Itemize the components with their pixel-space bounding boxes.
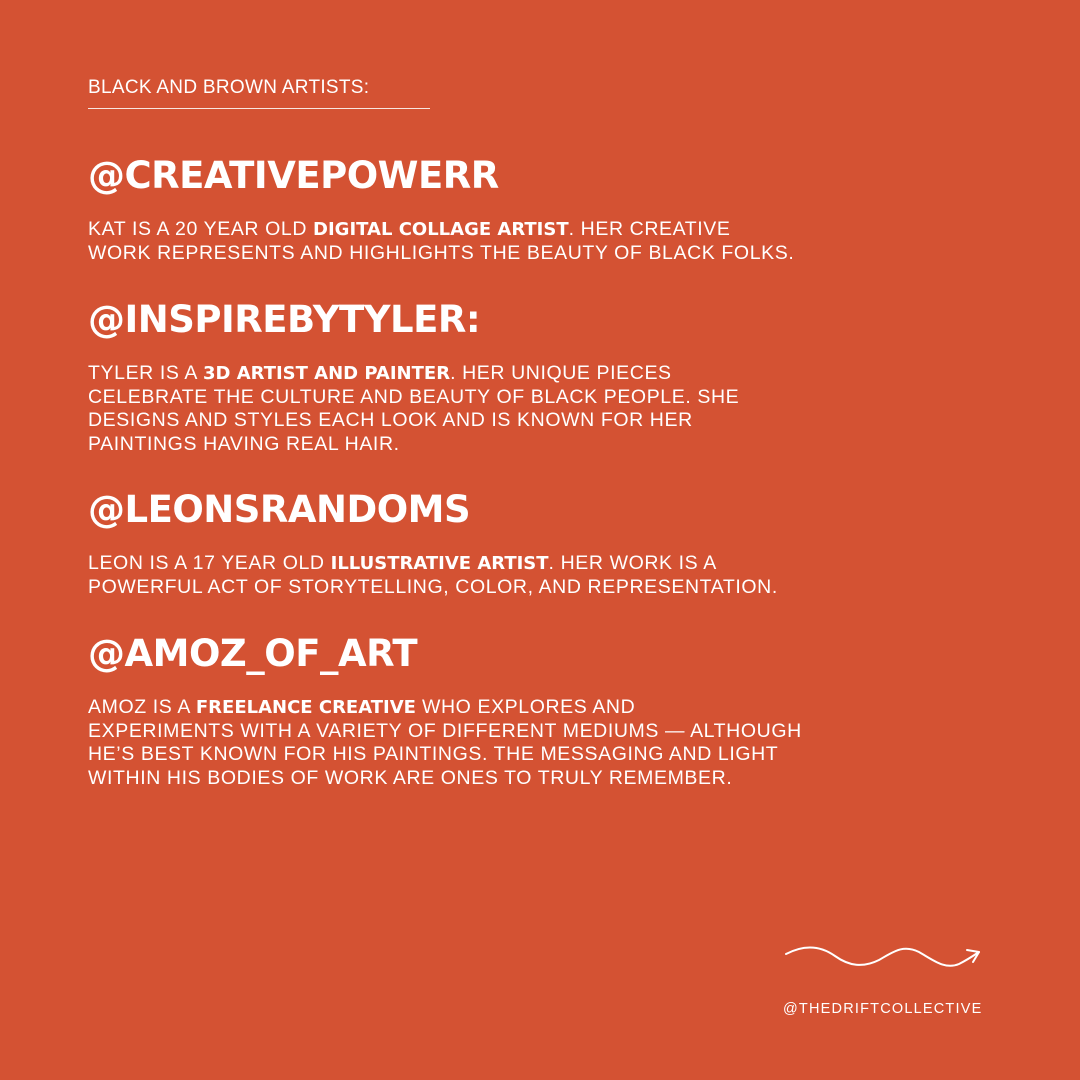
artist-handle: @INSPIREBYTYLER: (88, 298, 481, 341)
artist-description (88, 362, 988, 456)
page-title: BLACK AND BROWN ARTISTS: (88, 76, 430, 109)
artist-section-leonsrandoms (88, 488, 988, 599)
description-highlight: FREELANCE CREATIVE (195, 697, 416, 718)
description-highlight: ILLUSTRATIVE ARTIST (330, 553, 549, 574)
description-highlight: 3D ARTIST AND PAINTER (202, 363, 451, 384)
description-text: . HER WORK IS A POWERFUL ACT OF STORYTELLING, COLOR, AND REPRESENTATION. (88, 552, 778, 598)
artist-description (88, 218, 988, 265)
description-text: LEON IS A 17 YEAR OLD (88, 552, 331, 574)
artist-handle: @AMOZ_OF_ART (88, 632, 418, 675)
artist-section-inspirebytyler (88, 298, 988, 456)
wavy-arrow-icon (783, 940, 985, 980)
description-text: TYLER IS A (88, 362, 203, 384)
artist-handle: @LEONSRANDOMS (88, 488, 471, 531)
description-highlight: DIGITAL COLLAGE ARTIST (313, 219, 569, 240)
footer-credit: @THEDRIFTCOLLECTIVE (783, 1001, 983, 1017)
artist-section-amoz-of-art (88, 632, 988, 790)
description-text: AMOZ IS A (88, 696, 196, 718)
description-text: . HER CREATIVE WORK REPRESENTS AND HIGHLIGHTS THE BEAUTY OF BLACK FOLKS. (88, 218, 795, 264)
artist-description (88, 552, 988, 599)
artist-description (88, 696, 988, 790)
description-text: WHO EXPLORES AND EXPERIMENTS WITH A VARIETY OF DIFFERENT MEDIUMS — ALTHOUGH HE’S BEST KNOWN FOR HIS PAINTINGS. THE MESSAGING AND LIGHT WITHIN HIS BODIES OF WORK ARE ONES TO TRULY REMEMBER. (88, 696, 802, 789)
artist-handle: @CREATIVEPOWERR (88, 154, 499, 197)
artist-section-creativepowerr (88, 154, 988, 265)
description-text: . HER UNIQUE PIECES CELEBRATE THE CULTURE AND BEAUTY OF BLACK PEOPLE. SHE DESIGNS AND STYLES EACH LOOK AND IS KNOWN FOR HER PAINTINGS HAVING REAL HAIR. (88, 362, 740, 455)
description-text: KAT IS A 20 YEAR OLD (88, 218, 314, 240)
